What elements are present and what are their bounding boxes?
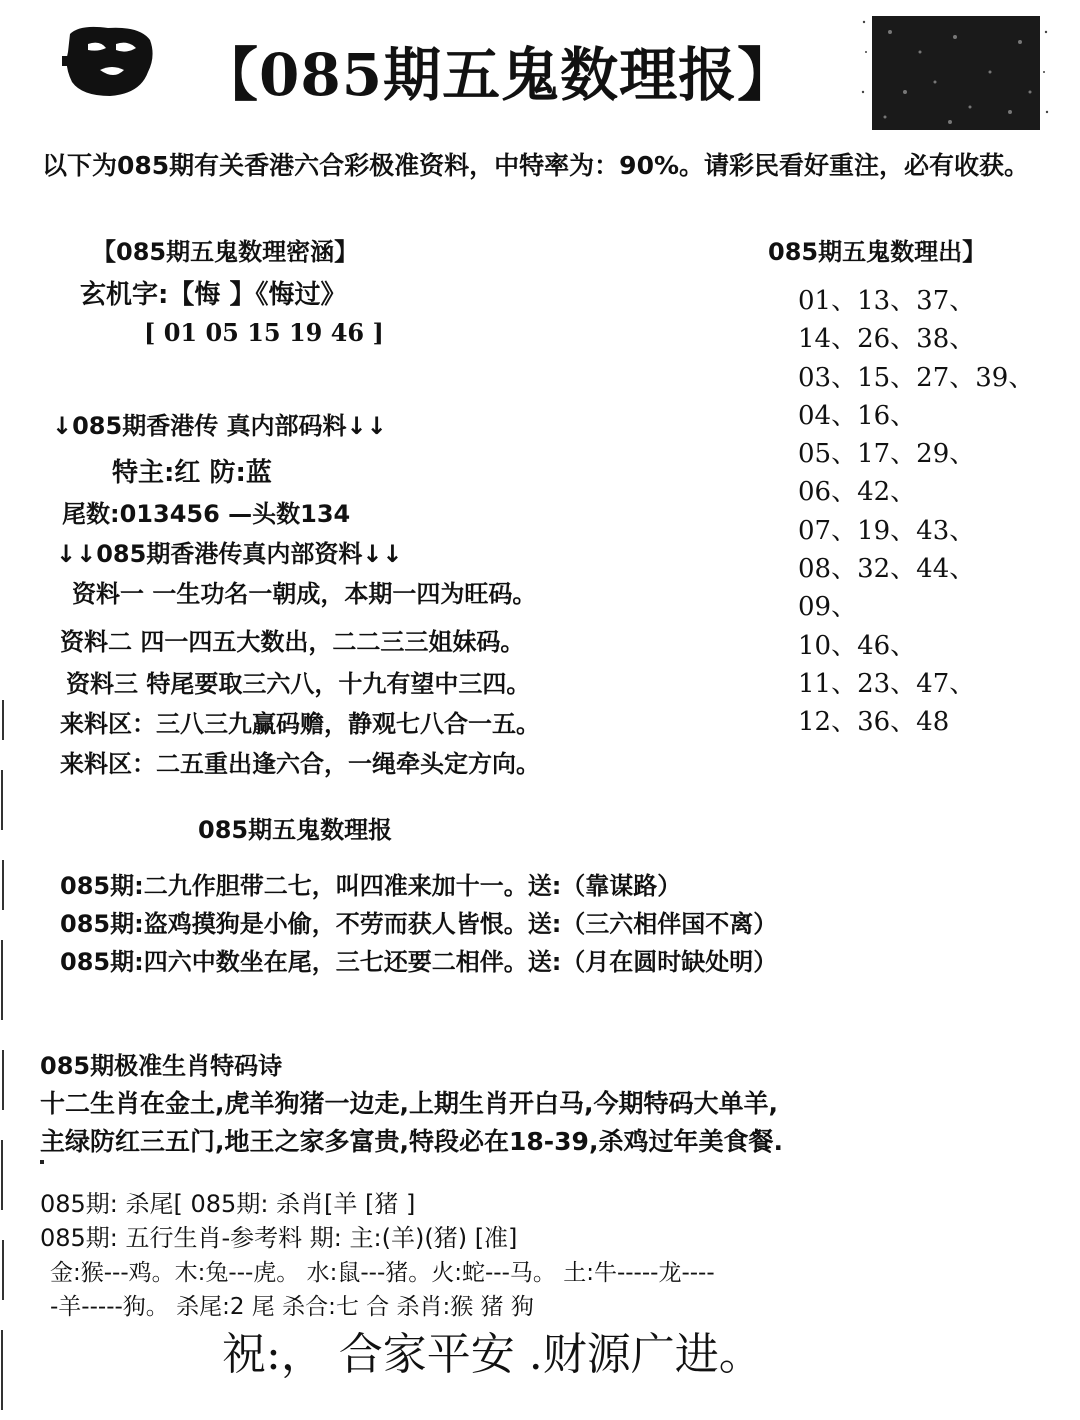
info-item-3: 资料三 特尾要取三六八，十九有望中三四。 (66, 670, 531, 698)
five-elements-line: 085期: 五行生肖-参考料 期: 主:(羊)(猪) [准] (40, 1224, 518, 1252)
numbers-row: 03、15、27、39、 (798, 362, 1035, 393)
hk-heading-2: ↓↓085期香港传真内部资料↓↓ (56, 540, 403, 568)
info-item-4: 来料区：三八三九赢码赡，静观七八合一五。 (60, 710, 540, 738)
verse-line-2: 085期:盗鸡摸狗是小偷，不劳而获人皆恨。送:（三六相伴国不离） (60, 910, 778, 938)
numbers-row: 04、16、 (798, 400, 917, 431)
page-title: 【085期五鬼数理报】 (200, 41, 797, 109)
mid-section-title: 085期五鬼数理报 (198, 816, 393, 844)
info-item-5: 来料区：二五重出逢六合，一绳牵头定方向。 (60, 750, 540, 778)
verse-line-1: 085期:二九作胆带二七，叫四准来加十一。送:（靠谋路） (60, 872, 682, 900)
numbers-box: [ 01 05 15 19 46 ] (144, 318, 384, 347)
elements-detail-1: 金:猴---鸡。木:兔---虎。 水:鼠---猪。火:蛇---马。 土:牛-----龙---- (50, 1260, 715, 1286)
numbers-row: 07、19、43、 (798, 515, 976, 546)
scan-edge-icon (0, 690, 10, 1420)
numbers-row: 12、36、48 (798, 707, 950, 738)
numbers-row: 08、32、44、 (798, 554, 976, 585)
info-item-1: 资料一 一生功名一朝成，本期一四为旺码。 (72, 580, 537, 608)
scan-noise-block-icon (860, 12, 1050, 134)
elements-detail-2: -羊-----狗。 杀尾:2 尾 杀合:七 合 杀肖:猴 猪 狗 (50, 1294, 534, 1320)
poem-line-2: 主绿防红三五门,地王之家多富贵,特段必在18-39,杀鸡过年美食餐. (40, 1127, 783, 1156)
mystery-heading: 【085期五鬼数理密涵】 (92, 238, 359, 266)
numbers-row: 10、46、 (798, 630, 917, 661)
mystery-label: 玄机字:【悔 】《悔过》 (80, 280, 347, 310)
numbers-heading: 085期五鬼数理出】 (768, 238, 987, 266)
special-line: 特主:红 防:蓝 (112, 458, 272, 488)
numbers-list (798, 282, 1034, 742)
info-item-2: 资料二 四一四五大数出，二二三三姐妹码。 (60, 628, 525, 656)
ghost-face-logo-icon (60, 22, 158, 100)
blessing: 祝:， 合家平安 .财源广进。 (222, 1329, 763, 1380)
kill-line: 085期: 杀尾[ 085期: 杀肖[羊 [猪 ] (40, 1190, 416, 1218)
poem-line-1: 十二生肖在金土,虎羊狗猪一边走,上期生肖开白马,今期特码大单羊, (40, 1089, 778, 1118)
numbers-row: 01、13、37、 (798, 286, 976, 316)
verse-line-3: 085期:四六中数坐在尾，三七还要二相伴。送:（月在圆时缺处明） (60, 948, 778, 976)
hk-heading: ↓085期香港传 真内部码料↓↓ (52, 412, 387, 440)
numbers-row: 14、26、38、 (798, 324, 976, 355)
numbers-row: 06、42、 (798, 477, 917, 508)
poem-title: 085期极准生肖特码诗 (40, 1052, 283, 1080)
numbers-row: 05、17、29、 (798, 439, 976, 470)
numbers-row: 09、 (798, 592, 858, 623)
scan-dot (40, 1160, 44, 1164)
tail-line: 尾数:013456 —头数134 (62, 500, 351, 528)
numbers-row: 11、23、47、 (798, 668, 976, 699)
intro-text: 以下为085期有关香港六合彩极准资料，中特率为：90%。请彩民看好重注，必有收获。 (42, 151, 1030, 180)
